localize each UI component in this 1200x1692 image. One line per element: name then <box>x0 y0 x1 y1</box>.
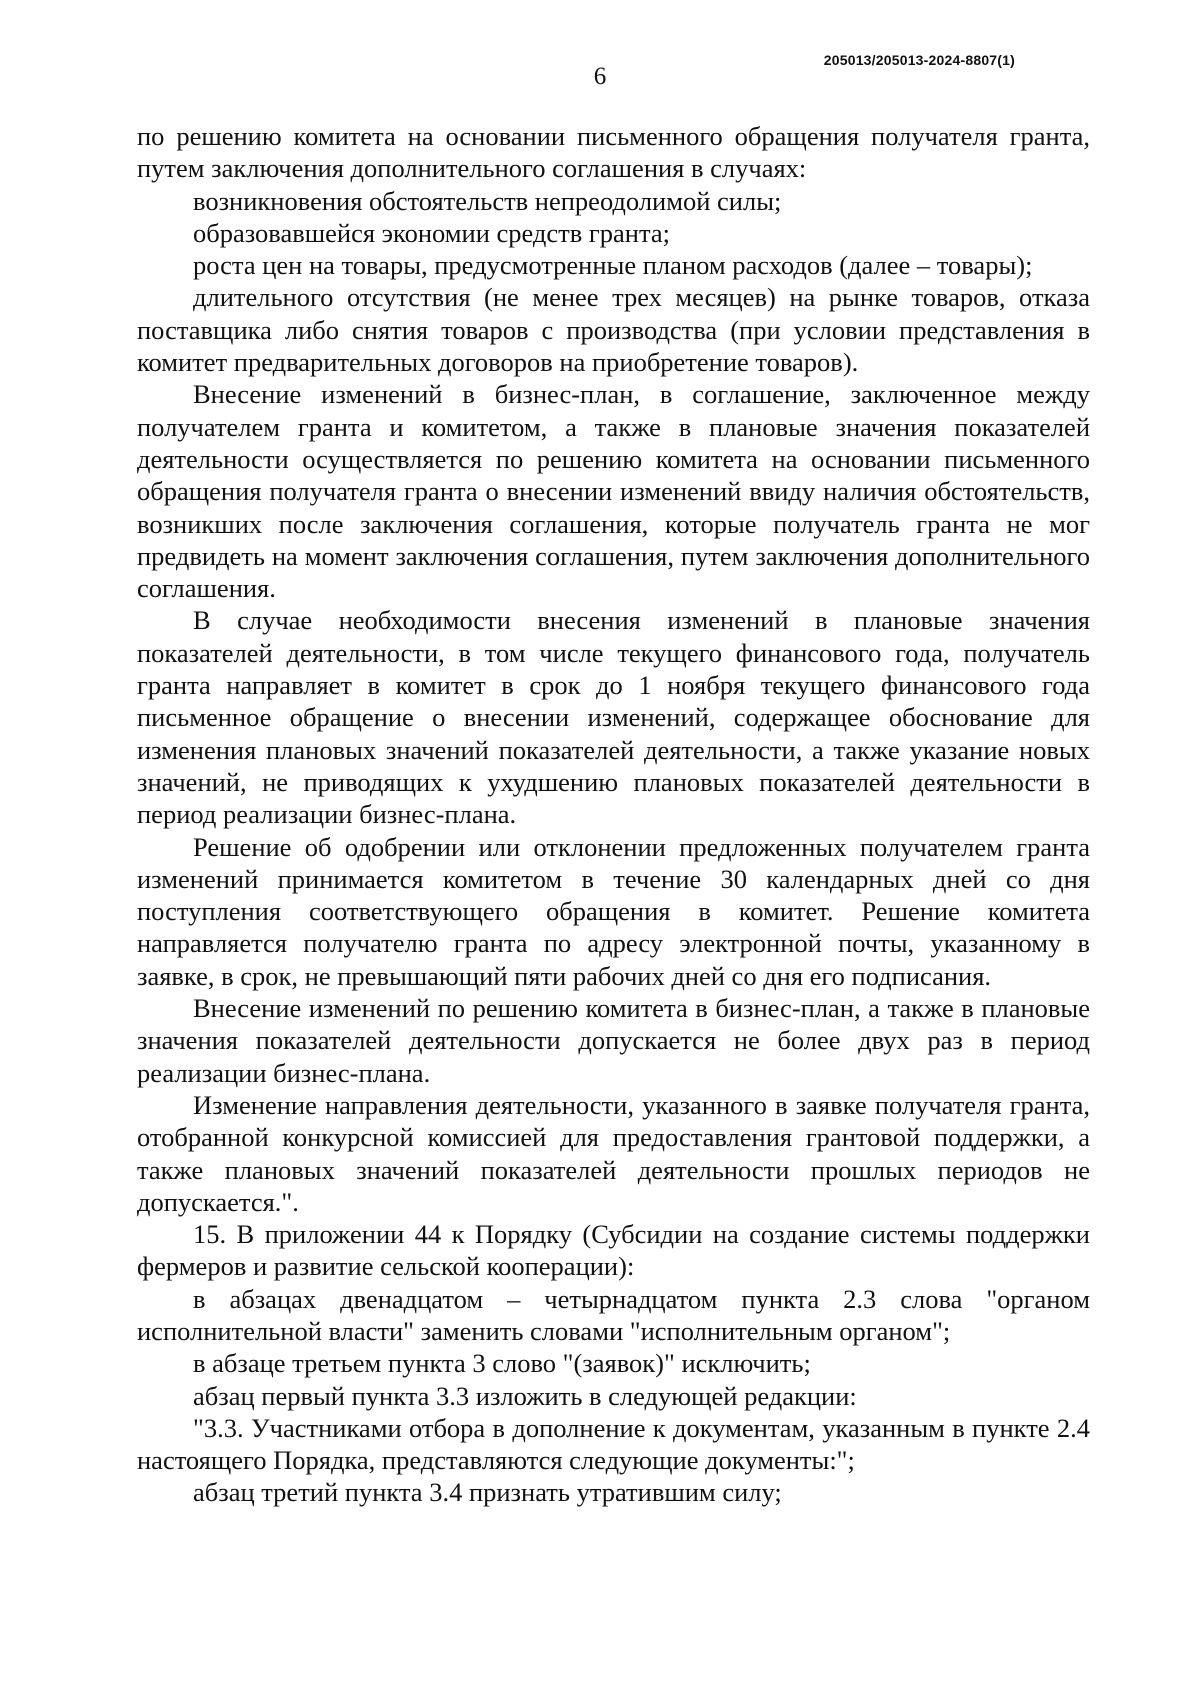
paragraph: "3.3. Участниками отбора в дополнение к документам, указанным в пункте 2.4 настоящего Порядка, представляются следующие документы:"; <box>137 1412 1090 1476</box>
paragraph: В случае необходимости внесения изменений в плановые значения показателей деятельности, в том числе текущего финансового года, получатель гранта направляет в комитет в срок до 1 ноября текущего финансового года письменное обращение о внесении изменений, содержащее обоснование для изменения плановых значений показателей деятельности, а также указание новых значений, не приводящих к ухудшению плановых показателей деятельности в период реализации бизнес-плана. <box>137 605 1090 830</box>
page-number: 6 <box>593 63 607 90</box>
paragraph: Решение об одобрении или отклонении предложенных получателем гранта изменений принимается комитетом в течение 30 календарных дней со дня поступления соответствующего обращения в комитет. Решение комитета направляется получателю гранта по адресу электронной почты, указанному в заявке, в срок, не превышающий пяти рабочих дней со дня его подписания. <box>137 831 1090 991</box>
paragraph: в абзацах двенадцатом – четырнадцатом пункта 2.3 слова "органом исполнительной власти" заменить словами "исполнительным органом"; <box>137 1283 1090 1346</box>
paragraph: абзац первый пункта 3.3 изложить в следующей редакции: <box>193 1380 857 1411</box>
paragraph: в абзаце третьем пункта 3 слово "(заявок)" исключить; <box>193 1348 811 1379</box>
paragraph: Внесение изменений в бизнес-план, в соглашение, заключенное между получателем гранта и комитетом, а также в плановые значения показателей деятельности осуществляется по решению комитета на основании письменного обращения получателя гранта о внесении изменений ввиду наличия обстоятельств, возникших после заключения соглашения, которые получатель гранта не мог предвидеть на момент заключения соглашения, путем заключения дополнительного соглашения. <box>137 379 1090 604</box>
paragraph: Внесение изменений по решению комитета в бизнес-план, а также в плановые значения показателей деятельности допускается не более двух раз в период реализации бизнес-плана. <box>137 993 1090 1088</box>
paragraph: возникновения обстоятельств непреодолимой силы; <box>193 185 782 216</box>
paragraph: 15. В приложении 44 к Порядку (Субсидии на создание системы поддержки фермеров и развитие сельской кооперации): <box>137 1219 1090 1282</box>
paragraph: Изменение направления деятельности, указанного в заявке получателя гранта, отобранной конкурсной комиссией для предоставления грантовой поддержки, а также плановых значений показателей деятельности прошлых периодов не допускается.". <box>137 1089 1090 1217</box>
paragraph: роста цен на товары, предусмотренные планом расходов (далее – товары); <box>193 250 1033 281</box>
paragraph: абзац третий пункта 3.4 признать утратившим силу; <box>193 1477 782 1508</box>
paragraph: по решению комитета на основании письменного обращения получателя гранта, путем заключения дополнительного соглашения в случаях: <box>137 121 1090 184</box>
document-body <box>137 120 1090 1509</box>
document-id: 205013/205013-2024-8807(1) <box>823 52 1015 68</box>
paragraph: образовавшейся экономии средств гранта; <box>193 217 670 248</box>
paragraph: длительного отсутствия (не менее трех месяцев) на рынке товаров, отказа поставщика либо снятия товаров с производства (при условии представления в комитет предварительных договоров на приобретение товаров). <box>137 282 1090 378</box>
